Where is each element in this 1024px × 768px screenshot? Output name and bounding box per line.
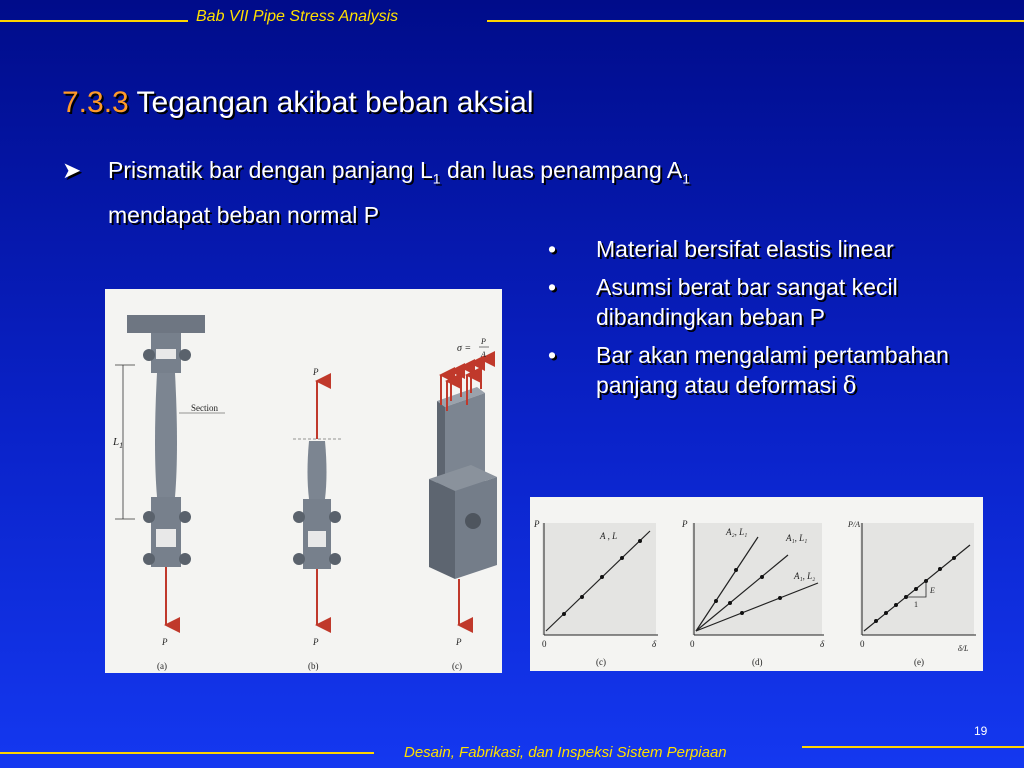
graph-d-label-low: A₁, L₂ <box>794 571 816 581</box>
title-text: Tegangan akibat beban aksial <box>136 86 534 119</box>
arrow-bullet-icon: ➤ <box>62 157 82 183</box>
header-rule-right <box>487 20 1024 22</box>
bullet-dot-icon: • <box>548 236 557 262</box>
section-number: 7.3.3 <box>62 86 129 119</box>
bar-c <box>429 359 497 625</box>
label-P-a: P <box>162 637 168 647</box>
main-bullet-text <box>108 152 868 233</box>
graph-d-caption: (d) <box>752 657 763 667</box>
graph-d-x-label: δ <box>820 639 825 649</box>
graph-e-caption: (e) <box>914 657 924 667</box>
graph-d-origin: 0 <box>690 639 695 649</box>
graph-c-y-label: P <box>534 519 540 529</box>
label-sigma-num: P <box>481 337 486 346</box>
bullet-2-text: Asumsi berat bar sangat kecil dibandingkan beban P <box>596 274 898 330</box>
main-bullet-part1: Prismatik bar dengan panjang L <box>108 157 433 183</box>
graph-d-y-label: P <box>682 519 688 529</box>
label-L: $L_1$ <box>113 436 124 450</box>
slide-title <box>62 86 534 120</box>
graph-c-caption: (c) <box>596 657 606 667</box>
header-title: Bab VII Pipe Stress Analysis <box>196 8 399 25</box>
graph-e <box>860 523 976 635</box>
main-bullet-line2: mendapat beban normal P <box>108 201 380 228</box>
page-number: 19 <box>974 724 988 738</box>
graph-e-x-label: δ/L <box>958 644 969 653</box>
graph-c-line-label: A , L <box>600 531 618 541</box>
caption-b: (b) <box>308 661 319 671</box>
bullet-dot-icon: • <box>548 274 557 300</box>
graph-c-x-label: δ <box>652 639 657 649</box>
bullet-3-text: Bar akan mengalami pertambahan panjang atau deformasi <box>596 342 949 398</box>
label-section: Section <box>191 403 218 413</box>
bullet-dot-icon: • <box>548 342 557 368</box>
side-bullet-2 <box>548 272 988 332</box>
footer-rule-right <box>802 746 1024 748</box>
label-P-top: P <box>313 367 319 377</box>
label-sigma: σ = <box>457 343 472 354</box>
side-bullet-1 <box>548 234 988 264</box>
delta-symbol: δ <box>842 373 857 399</box>
bar-figure <box>105 289 502 673</box>
caption-c: (c) <box>452 661 462 671</box>
graphs-figure <box>530 497 983 671</box>
graph-e-unit-label: 1 <box>914 600 918 609</box>
graph-d-label-top: A₂, L₁ <box>726 527 748 537</box>
graph-c-origin: 0 <box>542 639 547 649</box>
bar-a <box>115 315 225 625</box>
header-rule-left <box>0 20 188 22</box>
graph-e-slope-label: E <box>930 586 935 595</box>
label-sigma-den: A <box>481 350 486 359</box>
subscript-L: 1 <box>432 170 441 187</box>
side-bullet-3 <box>548 340 988 401</box>
graph-e-y-label: P/A <box>848 520 860 529</box>
subscript-A: 1 <box>682 170 691 187</box>
bar-figure-svg <box>105 289 502 673</box>
graphs-svg <box>530 497 983 671</box>
side-bullet-list <box>548 234 988 409</box>
graph-d-label-mid: A₁, L₁ <box>786 533 808 543</box>
graph-e-origin: 0 <box>860 639 865 649</box>
bullet-1-text: Material bersifat elastis linear <box>596 236 894 262</box>
caption-a: (a) <box>157 661 167 671</box>
label-P-b: P <box>313 637 319 647</box>
bar-b <box>293 381 343 625</box>
main-bullet-part2: dan luas penampang A <box>440 157 683 183</box>
footer-text: Desain, Fabrikasi, dan Inspeksi Sistem Perpiaan <box>404 744 727 761</box>
footer-rule-left <box>0 752 374 754</box>
label-P-c: P <box>456 637 462 647</box>
